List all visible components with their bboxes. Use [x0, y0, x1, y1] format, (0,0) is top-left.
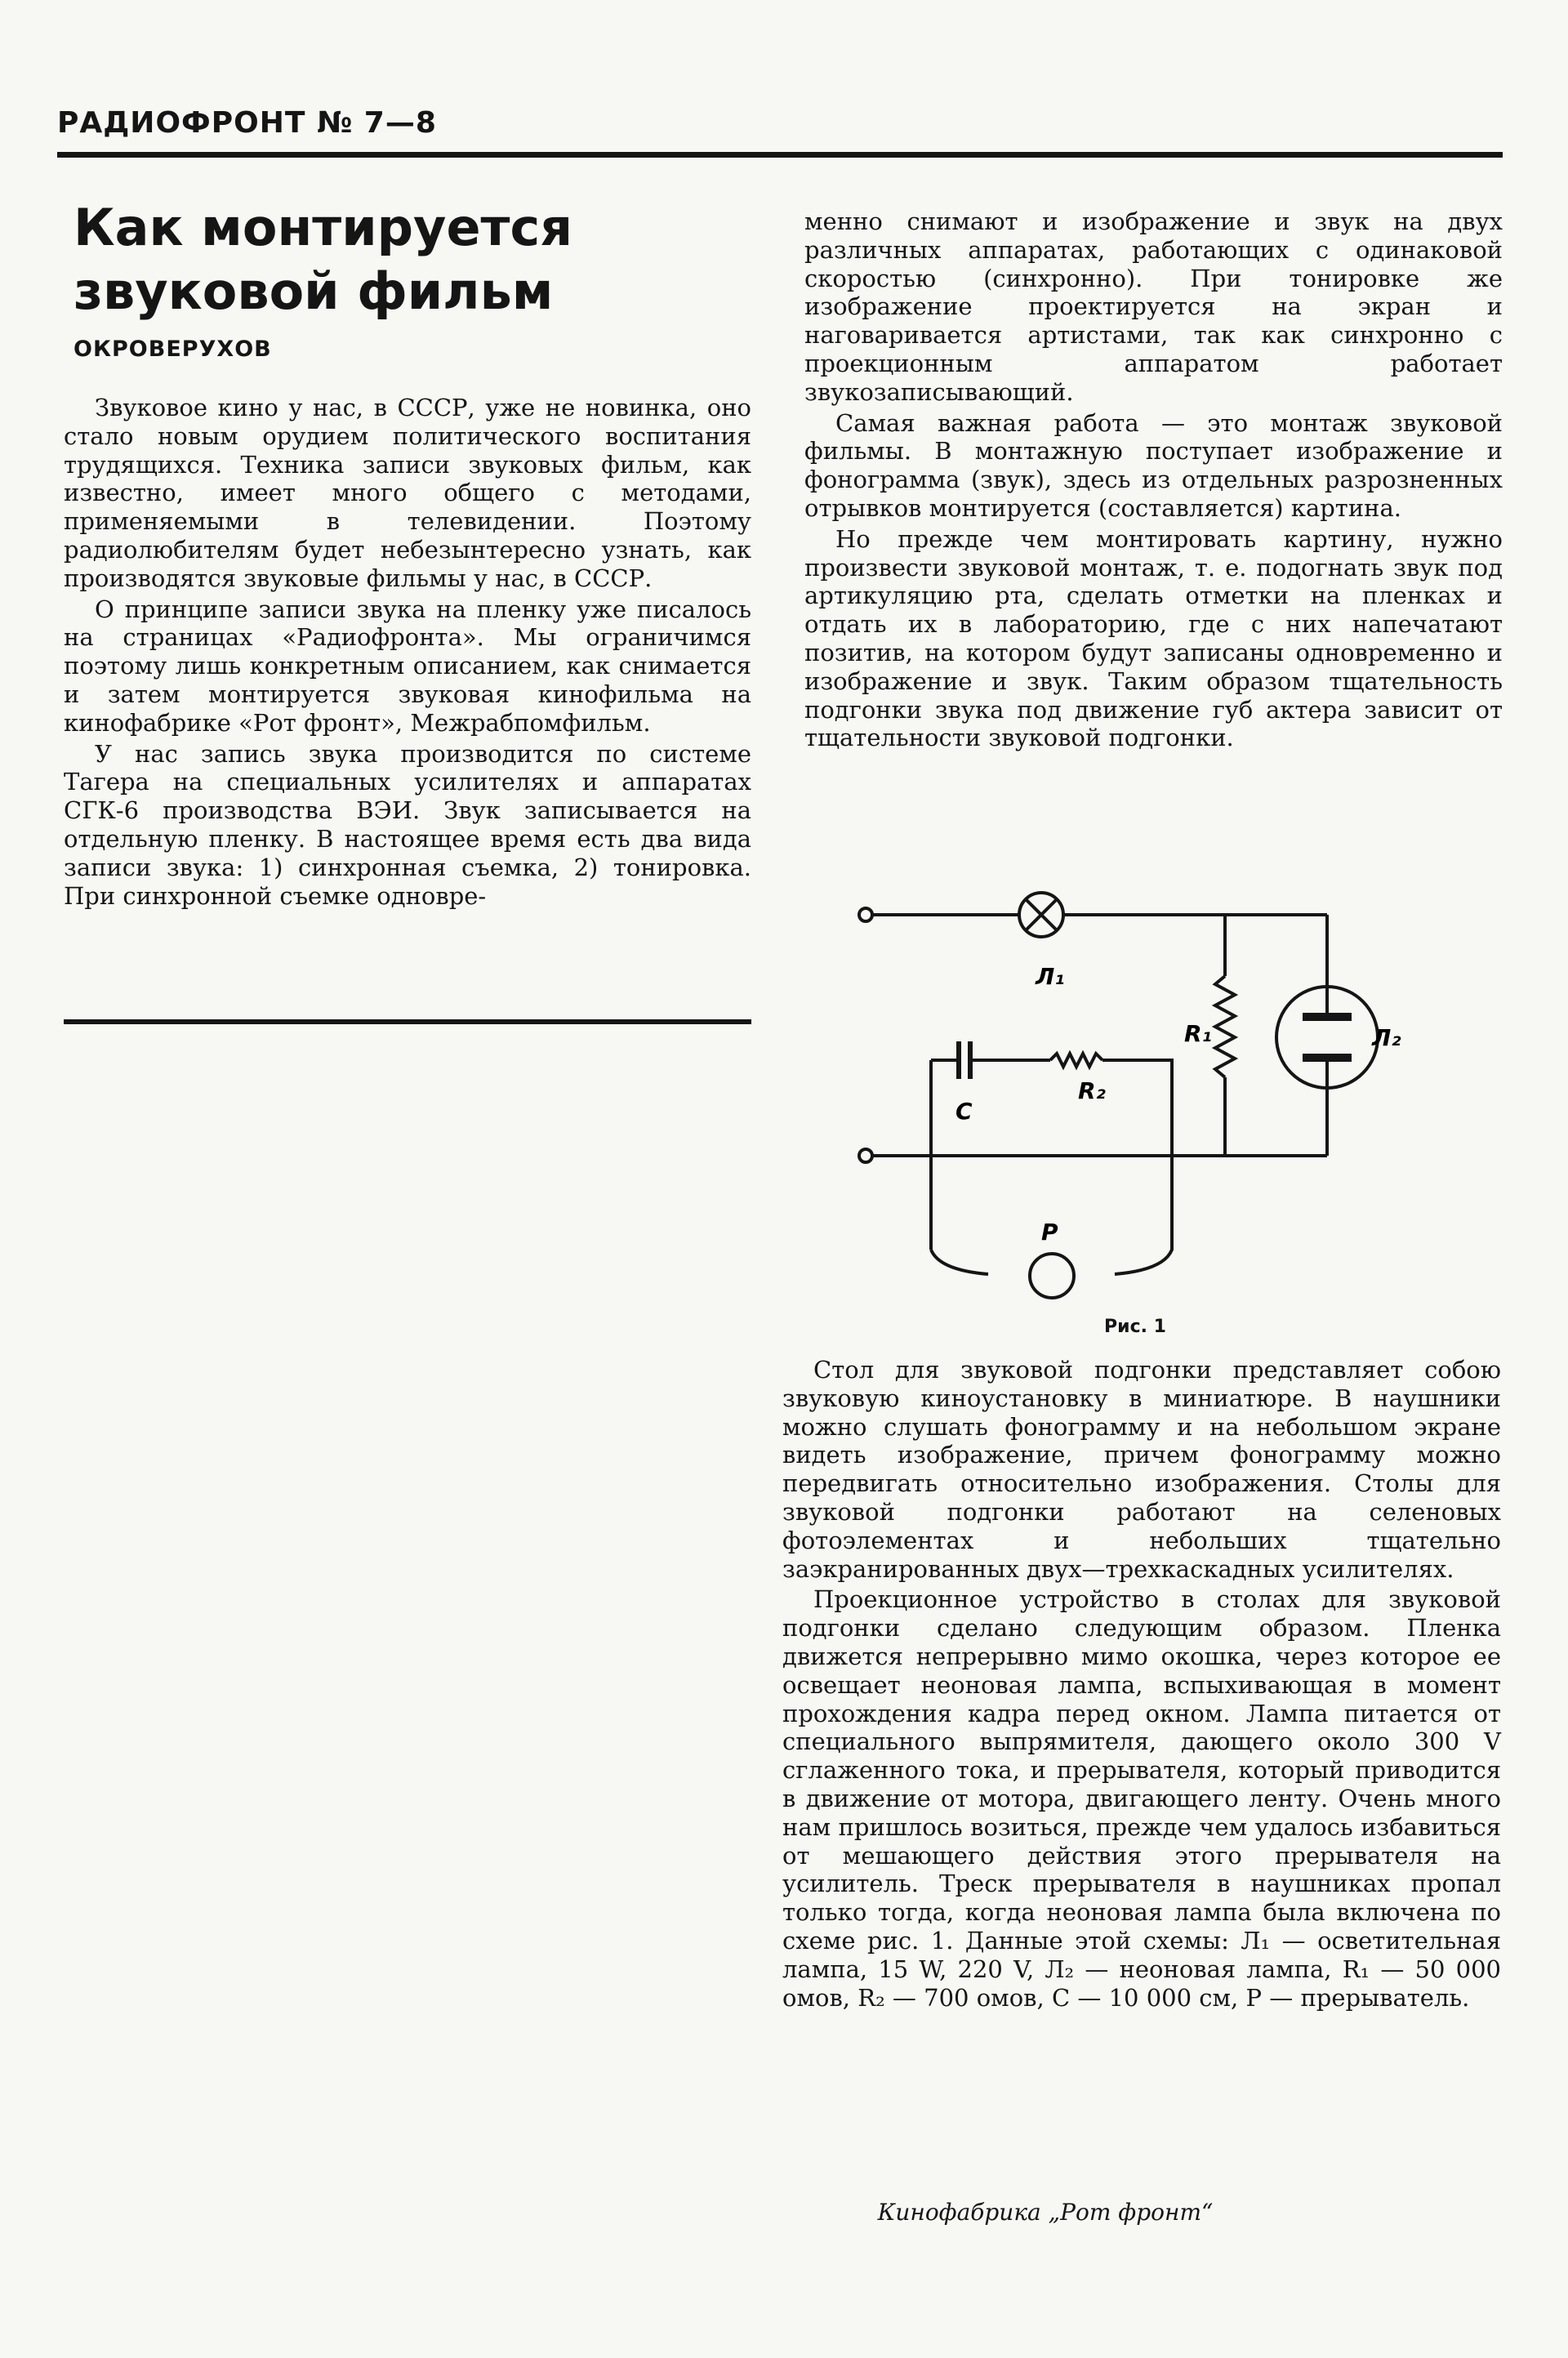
input-terminal-top [859, 908, 872, 921]
interrupter-arm-right [1115, 1156, 1172, 1274]
footer-credit: Кинофабрика „Рот фронт“ [877, 2199, 1214, 2226]
label-l1: Л₁ [1036, 963, 1065, 990]
label-r2: R₂ [1078, 1077, 1106, 1104]
title-line-1: Как монтируется [74, 198, 573, 257]
left-paragraph-2: О принципе записи звука на пленку уже писалось на страницах «Радиофронта». Мы ограничимся поэтому лишь конкретным описанием, как снимается и затем монтируется звуковая кинофильма на кинофабрике «Рот фронт», Межрабпомфильм. [64, 595, 751, 737]
label-c: C [956, 1098, 973, 1125]
interrupter-p-icon [1030, 1254, 1074, 1298]
figure-caption: Рис. 1 [1104, 1317, 1166, 1337]
label-r1: R₁ [1184, 1020, 1212, 1047]
circuit-diagram [833, 882, 1405, 1323]
interrupter-arm-left [931, 1250, 988, 1274]
right-bottom-paragraph-2: Проекционное устройство в столах для звуковой подгонки сделано следующим образом. Пленка движется непрерывно мимо окошка, через которое ее освещает неоновая лампа, вспыхивающая в момент прохождения кадра перед окном. Лампа питается от специального выпрямителя, дающего около 300 V сглаженного тока, и прерывателя, который приводится в движение от мотора, двигающего ленту. Очень много нам пришлось возиться, прежде чем удалось избавиться от мешающего действия этого прерывателя на усилитель. Треск прерывателя в наушниках пропал только тогда, когда неоновая лампа была включена по схеме рис. 1. Данные этой схемы: Л₁ — осветительная лампа, 15 W, 220 V, Л₂ — неоновая лампа, R₁ — 50 000 омов, R₂ — 700 омов, C — 10 000 см, P — прерыватель. [782, 1585, 1501, 2012]
article-author: ОКРОВЕРУХОВ [74, 337, 272, 362]
resistor-r1-icon [1215, 976, 1235, 1077]
column-end-rule [64, 1019, 751, 1024]
right-paragraph-3: Но прежде чем монтировать картину, нужно произвести звуковой монтаж, т. е. подогнать звук под артикуляцию рта, сделать отметки на пленках и отдать их в лабораторию, где с них напечатают позитив, на котором будут записаны одновременно и изображение и звук. Таким образом тщательность подгонки звука под движение губ актера зависит от тщательности звуковой подгонки. [804, 524, 1503, 752]
right-paragraph-1: менно снимают и изображение и звук на двух различных аппаратах, работающих с одинаковой скоростью (синхронно). При тонировке же изображение проектируется на экран и наговаривается артистами, так как синхронно с проекционным аппаратом работает звукозаписывающий. [804, 207, 1503, 406]
left-paragraph-3: У нас запись звука производится по системе Тагера на специальных усилителях и аппаратах СГК-6 производства ВЭИ. Звук записывается на отдельную пленку. В настоящее время есть два вида записи звука: 1) синхронная съемка, 2) тонировка. При синхронной съемке одновре- [64, 739, 751, 910]
input-terminal-bottom [859, 1149, 872, 1162]
label-p: P [1041, 1219, 1058, 1246]
article-title [74, 196, 710, 323]
title-line-2: звуковой фильм [74, 261, 554, 321]
header-rule [57, 152, 1503, 158]
right-bottom-paragraph-1: Стол для звуковой подгонки представляет собою звуковую киноустановку в миниатюре. В наушники можно слушать фонограмму и на небольшом экране видеть изображение, причем фонограмму можно передвигать относительно изображения. Столы для звуковой подгонки работают на селеновых фотоэлементах и небольших тщательно заэкранированных двух—трехкаскадных усилителях. [782, 1356, 1501, 1583]
label-l2: Л₂ [1372, 1024, 1401, 1051]
journal-header: РАДИОФРОНТ № 7—8 [57, 106, 437, 140]
right-column-top [804, 207, 1503, 755]
left-paragraph-1: Звуковое кино у нас, в СССР, уже не новинка, оно стало новым орудием политического воспитания трудящихся. Техника записи звуковых фильм, как известно, имеет много общего с методами, применяемыми в телевидении. Поэтому радиолюбителям будет небезынтересно узнать, как производятся звуковые фильмы у нас, в СССР. [64, 394, 751, 592]
right-paragraph-2: Самая важная работа — это монтаж звуковой фильмы. В монтажную поступает изображение и фонограмма (звук), здесь из отдельных разрозненных отрывков монтируется (составляется) картина. [804, 408, 1503, 522]
left-column [64, 394, 751, 912]
resistor-r2-icon [1050, 1054, 1102, 1067]
right-column-bottom [782, 1356, 1501, 2014]
